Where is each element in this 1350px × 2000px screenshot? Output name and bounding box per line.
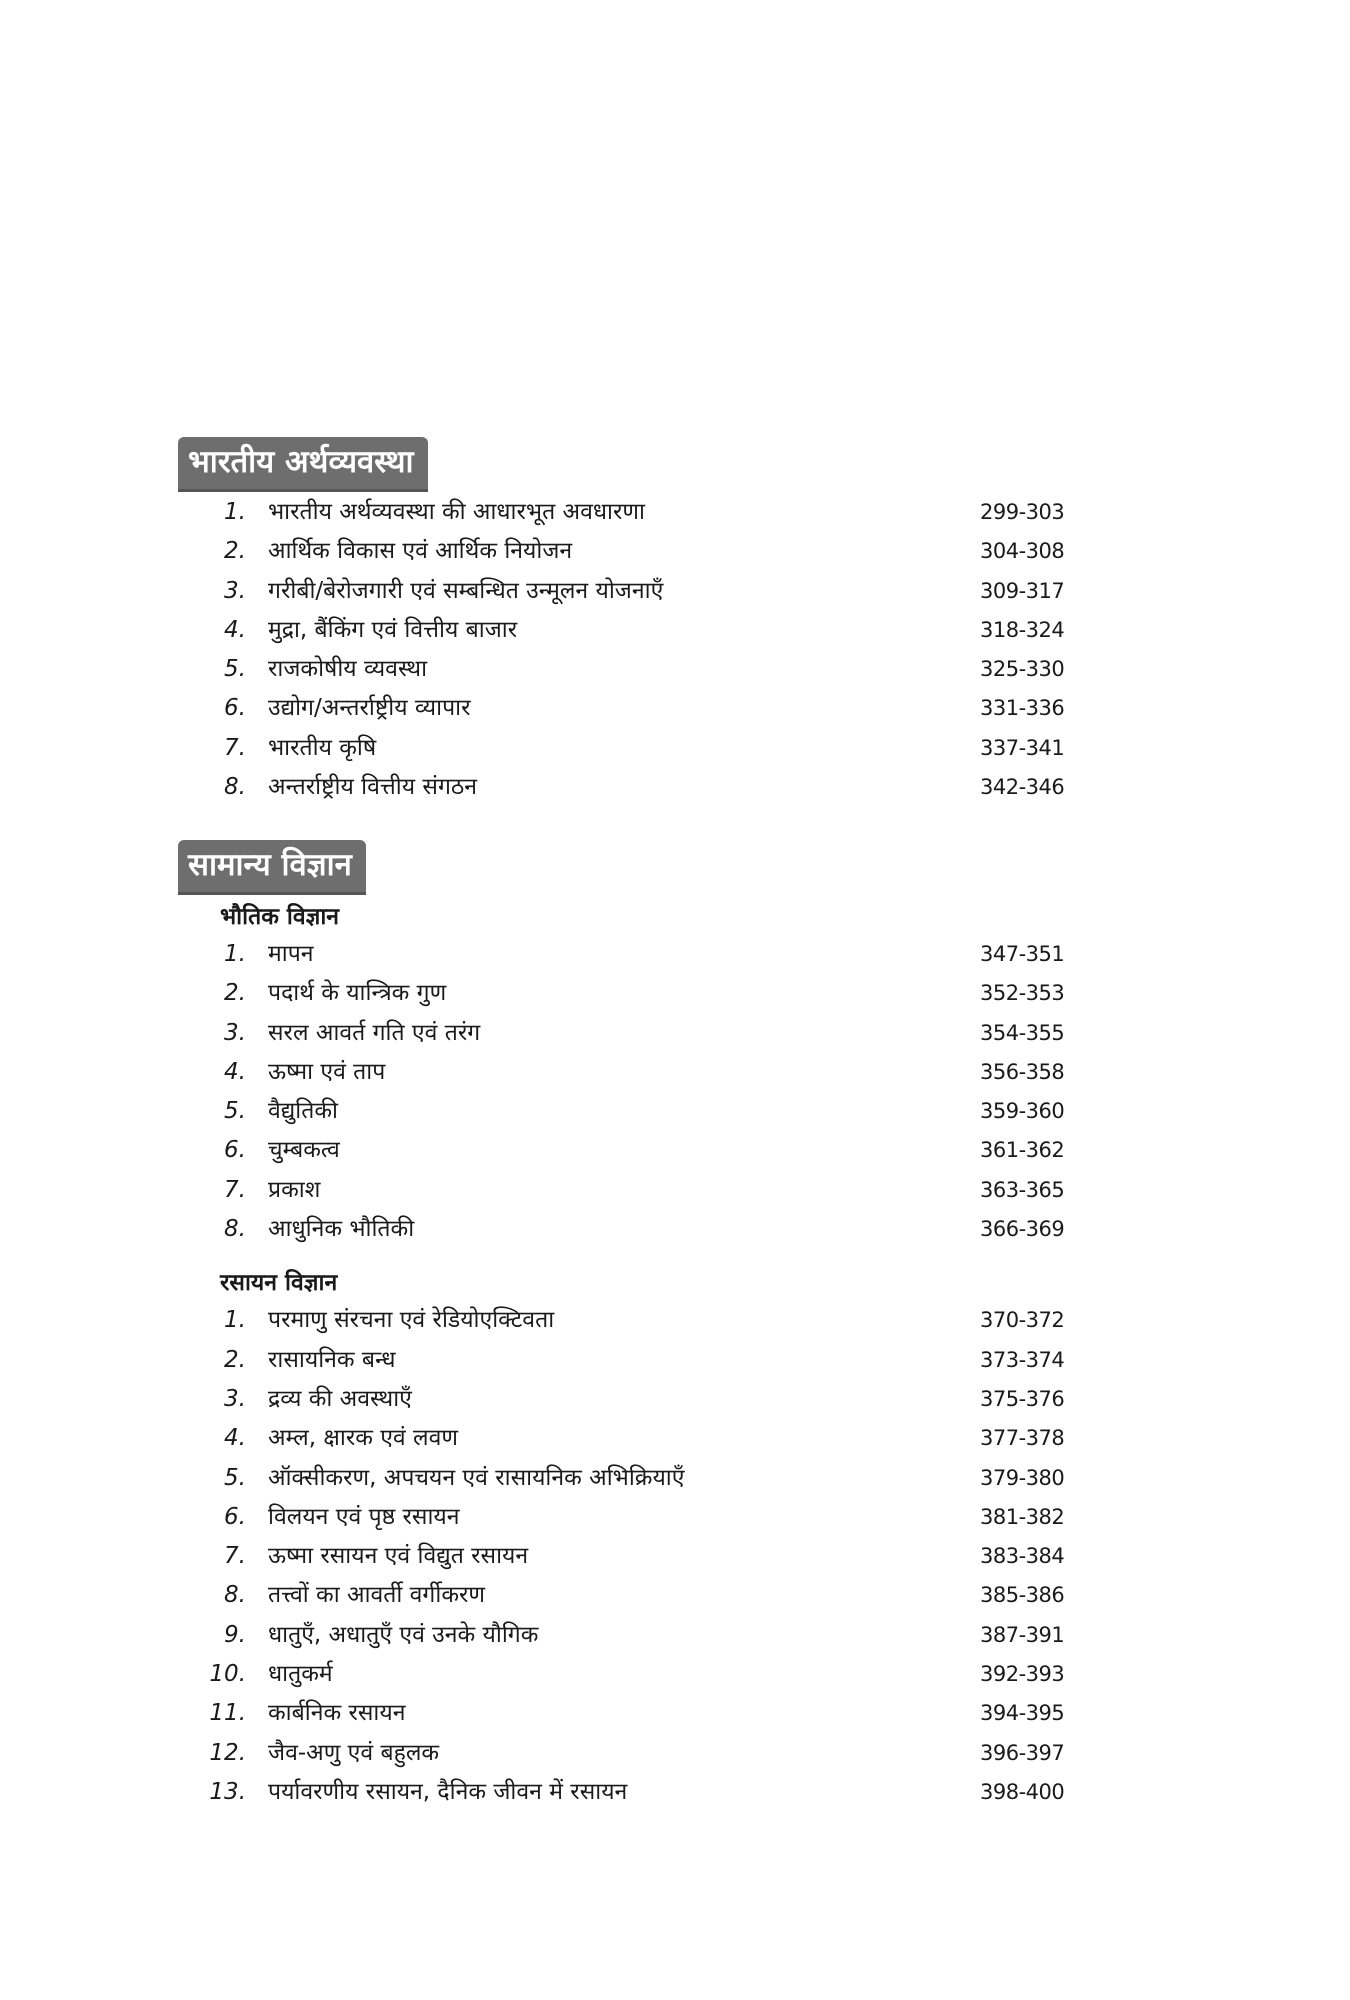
toc-entry-number: 10. bbox=[209, 1661, 246, 1688]
toc-entry-pages: 392-393 bbox=[980, 1662, 1065, 1687]
toc-entry-number: 8. bbox=[224, 1216, 246, 1243]
toc-entry-title: भारतीय अर्थव्यवस्था की आधारभूत अवधारणा bbox=[268, 499, 645, 525]
toc-entry-number: 7. bbox=[224, 1176, 246, 1203]
toc-entry-title: सरल आवर्त गति एवं तरंग bbox=[268, 1019, 481, 1046]
toc-entry-title: चुम्बकत्व bbox=[268, 1137, 340, 1164]
toc-entry-pages: 363-365 bbox=[980, 1177, 1065, 1202]
toc-entry bbox=[178, 1092, 1078, 1131]
toc-entry-number: 5. bbox=[224, 656, 246, 683]
toc-entry bbox=[178, 1210, 1078, 1249]
toc-entry-title: पदार्थ के यान्त्रिक गुण bbox=[268, 980, 447, 1007]
toc-entry bbox=[178, 1171, 1078, 1210]
toc-entry-title: उद्योग/अन्तर्राष्ट्रीय व्यापार bbox=[268, 695, 471, 722]
toc-entry bbox=[178, 1014, 1078, 1053]
toc-entry-pages: 359-360 bbox=[980, 1099, 1065, 1124]
toc-entry bbox=[178, 493, 1078, 532]
chemistry-toc-list bbox=[178, 1301, 1078, 1812]
toc-entry-number: 5. bbox=[224, 1464, 246, 1491]
toc-entry-pages: 361-362 bbox=[980, 1138, 1065, 1163]
section-heading-economy: भारतीय अर्थव्यवस्था bbox=[178, 437, 428, 492]
toc-entry bbox=[178, 1380, 1078, 1419]
toc-entry-pages: 387-391 bbox=[980, 1622, 1065, 1647]
section-heading-science: सामान्य विज्ञान bbox=[178, 840, 366, 895]
toc-entry bbox=[178, 1694, 1078, 1733]
toc-entry-title: धातुकर्म bbox=[268, 1661, 333, 1688]
toc-entry-number: 7. bbox=[224, 1543, 246, 1570]
toc-entry-pages: 304-308 bbox=[980, 539, 1065, 564]
toc-entry-number: 2. bbox=[224, 1346, 246, 1373]
toc-entry bbox=[178, 572, 1078, 611]
toc-entry-number: 11. bbox=[209, 1700, 246, 1727]
toc-entry-title: ऊष्मा रसायन एवं विद्युत रसायन bbox=[268, 1543, 529, 1570]
toc-entry-title: द्रव्य की अवस्थाएँ bbox=[268, 1385, 412, 1412]
toc-entry-number: 6. bbox=[224, 1137, 246, 1164]
toc-entry-number: 8. bbox=[224, 774, 246, 801]
toc-entry-number: 3. bbox=[224, 1385, 246, 1412]
toc-entry-title: अम्ल, क्षारक एवं लवण bbox=[268, 1425, 459, 1452]
toc-entry-pages: 352-353 bbox=[980, 981, 1065, 1006]
toc-entry-title: वैद्युतिकी bbox=[268, 1098, 338, 1125]
toc-entry-number: 13. bbox=[209, 1778, 246, 1805]
toc-entry-pages: 337-341 bbox=[980, 735, 1065, 760]
toc-entry-title: भारतीय कृषि bbox=[268, 734, 377, 761]
toc-entry bbox=[178, 1655, 1078, 1694]
toc-entry-title: अन्तर्राष्ट्रीय वित्तीय संगठन bbox=[268, 774, 478, 801]
toc-entry-title: तत्त्वों का आवर्ती वर्गीकरण bbox=[268, 1582, 486, 1609]
toc-entry-pages: 385-386 bbox=[980, 1583, 1065, 1608]
toc-entry bbox=[178, 1301, 1078, 1340]
toc-entry-title: धातुएँ, अधातुएँ एवं उनके यौगिक bbox=[268, 1621, 539, 1648]
science-section bbox=[178, 840, 1078, 1812]
economy-section bbox=[178, 437, 1078, 807]
toc-entry-pages: 373-374 bbox=[980, 1347, 1065, 1372]
toc-entry-number: 12. bbox=[209, 1739, 246, 1766]
toc-entry bbox=[178, 729, 1078, 768]
toc-entry bbox=[178, 1459, 1078, 1498]
toc-entry bbox=[178, 532, 1078, 571]
toc-entry bbox=[178, 935, 1078, 974]
toc-entry bbox=[178, 1341, 1078, 1380]
toc-entry-number: 7. bbox=[224, 734, 246, 761]
toc-entry-number: 4. bbox=[224, 1425, 246, 1452]
toc-entry-pages: 394-395 bbox=[980, 1701, 1065, 1726]
toc-entry bbox=[178, 650, 1078, 689]
toc-entry bbox=[178, 768, 1078, 807]
toc-entry bbox=[178, 974, 1078, 1013]
toc-entry-pages: 347-351 bbox=[980, 942, 1065, 966]
toc-entry-pages: 331-336 bbox=[980, 696, 1065, 721]
toc-entry-pages: 375-376 bbox=[980, 1386, 1065, 1411]
toc-entry bbox=[178, 1053, 1078, 1092]
toc-entry-pages: 396-397 bbox=[980, 1740, 1065, 1765]
toc-entry-title: मुद्रा, बैंकिंग एवं वित्तीय बाजार bbox=[268, 616, 518, 643]
toc-entry bbox=[178, 1616, 1078, 1655]
toc-entry-title: आधुनिक भौतिकी bbox=[268, 1216, 415, 1243]
toc-entry-title: राजकोषीय व्यवस्था bbox=[268, 656, 428, 683]
toc-entry-pages: 398-400 bbox=[980, 1779, 1065, 1804]
toc-entry-pages: 318-324 bbox=[980, 617, 1065, 642]
toc-entry-title: आर्थिक विकास एवं आर्थिक नियोजन bbox=[268, 538, 573, 565]
toc-entry-title: जैव-अणु एवं बहुलक bbox=[268, 1739, 440, 1766]
subheading-physics: भौतिक विज्ञान bbox=[220, 904, 340, 930]
toc-entry-pages: 356-358 bbox=[980, 1059, 1065, 1084]
toc-entry-pages: 342-346 bbox=[980, 775, 1065, 800]
toc-entry-pages: 309-317 bbox=[980, 578, 1065, 603]
toc-entry-number: 1. bbox=[224, 941, 246, 967]
toc-entry-number: 1. bbox=[224, 499, 246, 525]
toc-entry-title: ऑक्सीकरण, अपचयन एवं रासायनिक अभिक्रियाएँ bbox=[268, 1464, 685, 1491]
toc-entry-pages: 325-330 bbox=[980, 657, 1065, 682]
toc-entry bbox=[178, 611, 1078, 650]
toc-entry-pages: 370-372 bbox=[980, 1308, 1065, 1333]
toc-entry bbox=[178, 689, 1078, 728]
toc-entry-number: 3. bbox=[224, 577, 246, 604]
toc-entry bbox=[178, 1773, 1078, 1812]
toc-entry-pages: 366-369 bbox=[980, 1217, 1065, 1242]
toc-entry-number: 2. bbox=[224, 980, 246, 1007]
toc-entry bbox=[178, 1537, 1078, 1576]
toc-entry-pages: 377-378 bbox=[980, 1426, 1065, 1451]
toc-entry-pages: 381-382 bbox=[980, 1504, 1065, 1529]
economy-toc-list bbox=[178, 493, 1078, 807]
toc-entry bbox=[178, 1131, 1078, 1170]
toc-entry-title: विलयन एवं पृष्ठ रसायन bbox=[268, 1503, 460, 1530]
toc-entry-title: कार्बनिक रसायन bbox=[268, 1700, 406, 1727]
toc-entry-number: 4. bbox=[224, 1058, 246, 1085]
toc-entry-pages: 354-355 bbox=[980, 1020, 1065, 1045]
physics-toc-list bbox=[178, 935, 1078, 1249]
toc-entry-title: पर्यावरणीय रसायन, दैनिक जीवन में रसायन bbox=[268, 1778, 628, 1805]
toc-entry-number: 5. bbox=[224, 1098, 246, 1125]
toc-entry-number: 4. bbox=[224, 616, 246, 643]
toc-entry bbox=[178, 1734, 1078, 1773]
subheading-chemistry: रसायन विज्ञान bbox=[220, 1270, 338, 1297]
toc-entry-number: 6. bbox=[224, 695, 246, 722]
toc-entry-pages: 383-384 bbox=[980, 1544, 1065, 1569]
toc-entry bbox=[178, 1419, 1078, 1458]
toc-entry-number: 3. bbox=[224, 1019, 246, 1046]
toc-entry-pages: 379-380 bbox=[980, 1465, 1065, 1490]
toc-entry-title: मापन bbox=[268, 941, 314, 967]
toc-entry-title: परमाणु संरचना एवं रेडियोएक्टिवता bbox=[268, 1307, 555, 1334]
toc-entry-title: रासायनिक बन्ध bbox=[268, 1346, 396, 1373]
toc-entry-number: 6. bbox=[224, 1503, 246, 1530]
toc-entry-title: गरीबी/बेरोजगारी एवं सम्बन्धित उन्मूलन योजनाएँ bbox=[268, 577, 664, 604]
toc-entry-number: 8. bbox=[224, 1582, 246, 1609]
toc-entry-title: प्रकाश bbox=[268, 1176, 321, 1203]
toc-entry bbox=[178, 1576, 1078, 1615]
toc-entry bbox=[178, 1498, 1078, 1537]
toc-entry-pages: 299-303 bbox=[980, 500, 1065, 524]
toc-entry-number: 1. bbox=[224, 1307, 246, 1334]
toc-entry-title: ऊष्मा एवं ताप bbox=[268, 1058, 386, 1085]
toc-entry-number: 9. bbox=[224, 1621, 246, 1648]
toc-entry-number: 2. bbox=[224, 538, 246, 565]
